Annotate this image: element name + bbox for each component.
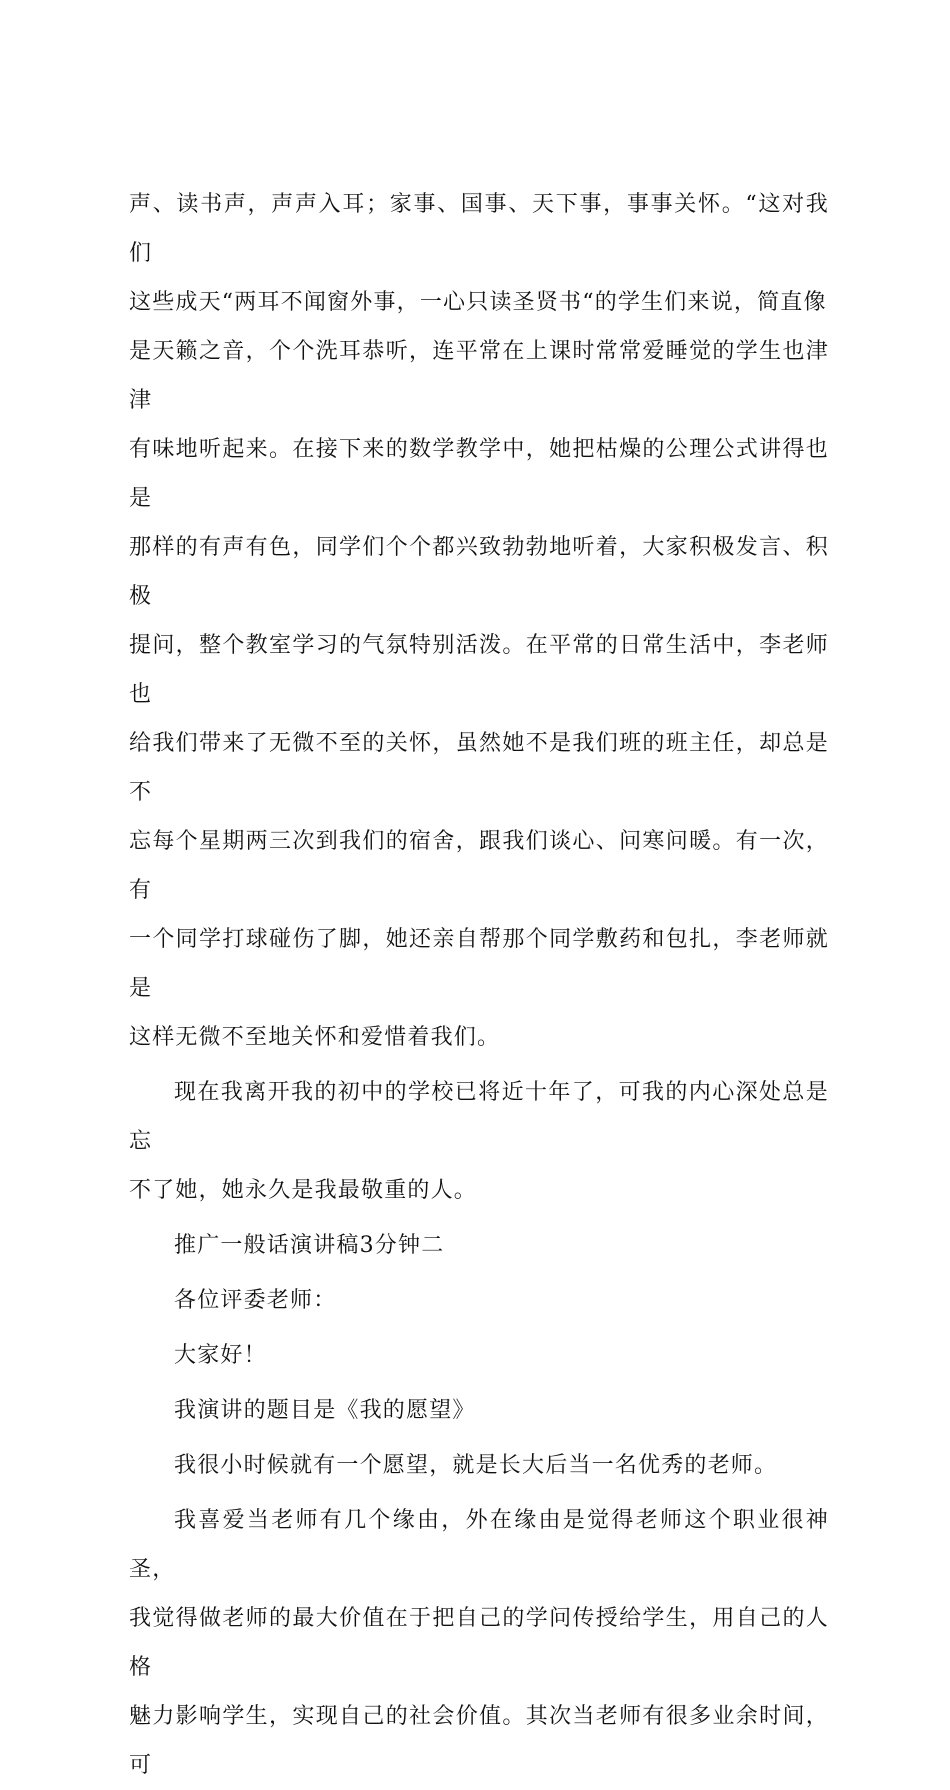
greeting xyxy=(129,1331,829,1380)
text-line: 魅力影响学生，实现自己的社会价值。其次当老师有很多业余时间，可 xyxy=(129,1704,829,1778)
salutation-text: 各位评委老师： xyxy=(174,1288,337,1313)
paragraph-teacher-care xyxy=(129,180,829,1062)
text-line: 提问，整个教室学习的气氛特别活泼。在平常的日常生活中，李老师也 xyxy=(129,633,829,707)
text-line: 给我们带来了无微不至的关怀，虽然她不是我们班的班主任，却总是不 xyxy=(129,731,829,805)
salutation xyxy=(129,1276,829,1325)
text-line: 不了她，她永久是我最敬重的人。 xyxy=(129,1178,478,1203)
text-line: 我觉得做老师的最大价值在于把自己的学问传授给学生，用自己的人格 xyxy=(129,1606,829,1680)
speech-title-text: 我演讲的题目是《我的愿望》 xyxy=(174,1398,476,1423)
text-line: 忘每个星期两三次到我们的宿舍，跟我们谈心、问寒问暖。有一次，有 xyxy=(129,829,829,903)
heading-text: 推广一般话演讲稿3分钟二 xyxy=(174,1233,445,1258)
text-line: 我很小时候就有一个愿望，就是长大后当一名优秀的老师。 xyxy=(174,1453,778,1478)
text-line: 声、读书声，声声入耳；家事、国事、天下事，事事关怀。“这对我们 xyxy=(129,192,829,266)
text-line: 是天籁之音，个个洗耳恭听，连平常在上课时常常爱睡觉的学生也津津 xyxy=(129,339,829,413)
text-line: 我喜爱当老师有几个缘由，外在缘由是觉得老师这个职业很神圣， xyxy=(129,1508,829,1582)
text-line: 一个同学打球碰伤了脚，她还亲自帮那个同学敷药和包扎，李老师就是 xyxy=(129,927,829,1001)
paragraph-memory xyxy=(129,1068,829,1215)
text-line: 那样的有声有色，同学们个个都兴致勃勃地听着，大家积极发言、积极 xyxy=(129,535,829,609)
text-line: 这些成天“两耳不闻窗外事，一心只读圣贤书“的学生们来说，简直像 xyxy=(129,290,827,315)
text-line: 现在我离开我的初中的学校已将近十年了，可我的内心深处总是忘 xyxy=(129,1080,829,1154)
section-heading xyxy=(129,1221,829,1270)
paragraph-wish xyxy=(129,1441,829,1490)
document-body xyxy=(129,180,829,1790)
text-line: 有味地听起来。在接下来的数学教学中，她把枯燥的公理公式讲得也是 xyxy=(129,437,829,511)
speech-title xyxy=(129,1386,829,1435)
paragraph-reasons xyxy=(129,1496,829,1790)
greeting-text: 大家好！ xyxy=(174,1343,267,1368)
text-line: 这样无微不至地关怀和爱惜着我们。 xyxy=(129,1025,501,1050)
